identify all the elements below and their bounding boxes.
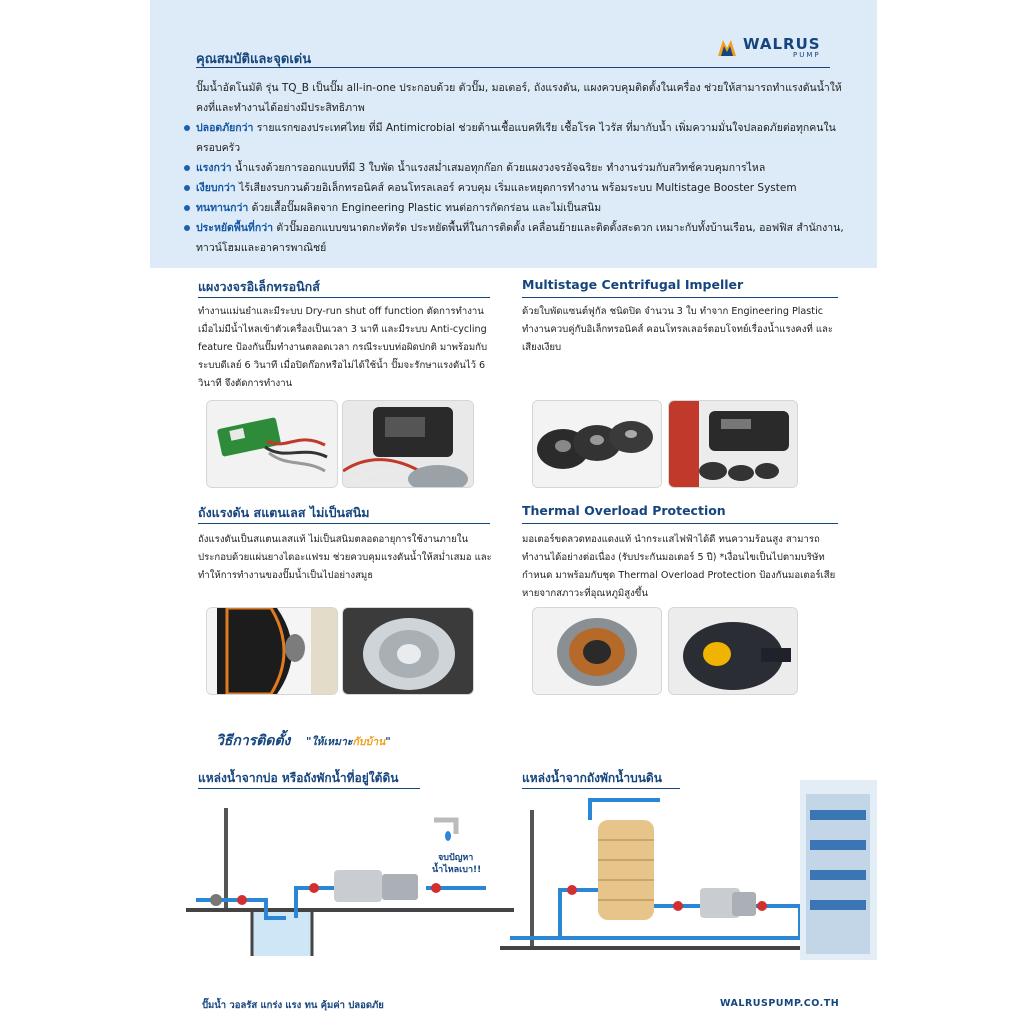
feature-text: ไร้เสียงรบกวนด้วยอิเล็กทรอนิคส์ คอนโทรลเลอร์ ควบคุม เริ่มและหยุดการทำงาน พร้อมระบบ Multistage Booster System — [239, 182, 797, 194]
feature-title: ประหยัดพื้นที่กว่า — [196, 222, 274, 234]
feature-text: รายแรกของประเทศไทย ที่มี Antimicrobial ช่วยต้านเชื้อแบคทีเรีย เชื้อโรค ไวรัส ที่มากับน้ำ เพิ่มความมั่นใจปลอดภัยต่อทุกคนในครอบครัว — [196, 122, 836, 154]
footer-slogan: ปั๊มน้ำ วอลรัส แกร่ง แรง ทน คุ้มค่า ปลอดภัย — [202, 1000, 384, 1011]
impeller-discs-photo — [532, 400, 662, 488]
feature-title: เงียบกว่า — [196, 182, 236, 194]
logo-name: WALRUS — [743, 35, 821, 53]
thermal-body: มอเตอร์ขดลวดทองแดงแท้ นำกระแสไฟฟ้าได้ดี ทนความร้อนสูง สามารถทำงานได้อย่างต่อเนื่อง (รับประกันมอเตอร์ 5 ปี) *เงื่อนไขเป็นไปตามบริษัทกำหนด มาพร้อมกับชุด Thermal Overload Protection ป้องกันมอเตอร์เสียหายจากสภาวะที่อุณหภูมิสูงขึ้น — [522, 534, 836, 599]
tank-cutaway-photo — [206, 607, 338, 695]
feature-text: น้ำแรงด้วยการออกแบบที่มี 3 ใบพัด น้ำแรงสม่ำเสมอทุกก๊อก ด้วยแผงวงจรอัจฉริยะ ทำงานร่วมกับสวิทช์ควบคุมการไหล — [235, 162, 766, 174]
install-left-title: แหล่งน้ำจากบ่อ หรือถังพักน้ำที่อยู่ใต้ดิน — [198, 771, 399, 785]
install-left-underline — [198, 788, 420, 789]
impeller-body: ด้วยใบพัดแซนต์ฟูกัล ชนิดปิด จำนวน 3 ใบ ทำจาก Engineering Plastic ทำงานควบคู่กับอิเล็กทรอนิคส์ คอนโทรลเลอร์ตอบโจทย์เรื่องน้ำแรงคงที่ และเสียงเงียบ — [522, 306, 834, 353]
thermal-title: Thermal Overload Protection — [522, 503, 726, 518]
feature-item — [184, 198, 844, 218]
walrus-logo — [715, 36, 821, 60]
tank-body: ถังแรงดันเป็นสแตนเลสแท้ ไม่เป็นสนิมตลอดอายุการใช้งานภายในประกอบด้วยแผ่นยางไดอะแฟรม ช่วยควบคุมแรงดันน้ำให้สม่ำเสมอ และทำให้การทำงานของปั๊มน้ำเป็นไปอย่างสมูธ — [198, 534, 492, 581]
feature-item — [184, 118, 844, 158]
circuit-underline — [198, 297, 490, 298]
feature-title: แรงกว่า — [196, 162, 232, 174]
tag-prefix: "ให้เหมาะ — [306, 736, 353, 748]
page — [150, 0, 877, 1024]
circuit-body: ทำงานแม่นยำและมีระบบ Dry-run shut off function ตัดการทำงานเมื่อไม่มีน้ำไหลเข้าตัวเครื่องเป็นเวลา 3 นาที และมีระบบ Anti-cycling feature ป้องกันปั๊มทำงานตลอดเวลา กรณีระบบท่อผิดปกติ มาพร้อมกับระบบดีเลย์ 6 วินาที เมื่อปิดก๊อกหรือไม่ได้ใช้น้ำ ปั๊มจะรักษาแรงดันไว้ 6 วินาที จึงตัดการทำงาน — [198, 306, 488, 389]
tank-title: ถังแรงดัน สแตนเลส ไม่เป็นสนิม — [198, 505, 370, 520]
feature-item — [184, 178, 844, 198]
features-title: คุณสมบัติและจุดเด่น — [196, 52, 312, 67]
circuit-board-photo — [206, 400, 338, 488]
tank-install-diagram — [500, 780, 877, 960]
features-panel — [150, 0, 877, 268]
stainless-tank-photo — [342, 607, 474, 695]
impeller-underline — [522, 297, 838, 298]
callout-line2: น้ำไหลเบา!! — [432, 865, 482, 875]
install-right-title: แหล่งน้ำจากถังพักน้ำบนดิน — [522, 771, 662, 785]
feature-item — [184, 218, 844, 258]
install-title: วิธีการติดตั้ง — [216, 733, 291, 749]
tag-highlight: กับบ้าน — [352, 736, 386, 748]
well-install-diagram — [186, 800, 514, 956]
feature-list — [184, 118, 844, 258]
feature-text: ด้วยเสื้อปั๊มผลิตจาก Engineering Plastic ทนต่อการกัดกร่อน และไม่เป็นสนิม — [251, 202, 602, 214]
tank-underline — [198, 523, 490, 524]
feature-text: ตัวปั๊มออกแบบขนาดกะทัดรัด ประหยัดพื้นที่ในการติดตั้ง เคลื่อนย้ายและติดตั้งสะดวก เหมาะกับทั้งบ้านเรือน, ออฟฟิส สำนักงาน, ทาวน์โฮมและอาคารพาณิชย์ — [196, 222, 844, 254]
feature-title: ปลอดภัยกว่า — [196, 122, 254, 134]
footer-website[interactable]: WALRUSPUMP.CO.TH — [720, 998, 840, 1009]
impeller-title: Multistage Centrifugal Impeller — [522, 277, 744, 292]
circuit-title: แผงวงจรอิเล็กทรอนิกส์ — [198, 279, 320, 294]
intro-text: ปั๊มน้ำอัตโนมัติ รุ่น TQ_B เป็นปั๊ม all-in-one ประกอบด้วย ตัวปั๊ม, มอเตอร์, ถังแรงดัน, แผงควบคุมติดตั้งในเครื่อง ช่วยให้สามารถทำแรงดันน้ำให้คงที่และทำงานได้อย่างมีประสิทธิภาพ — [196, 82, 842, 114]
logo-sub: PUMP — [792, 51, 821, 59]
motor-coil-photo — [532, 607, 662, 695]
thermal-underline — [522, 523, 838, 524]
pump-impeller-photo — [668, 400, 798, 488]
walrus-mark-icon — [715, 36, 739, 60]
title-underline — [196, 67, 830, 68]
feature-item — [184, 158, 844, 178]
callout-line1: จบปัญหา — [438, 853, 474, 863]
controller-photo — [342, 400, 474, 488]
feature-title: ทนทานกว่า — [196, 202, 249, 214]
tag-suffix: " — [385, 736, 391, 748]
install-tagline — [306, 733, 391, 750]
motor-photo — [668, 607, 798, 695]
